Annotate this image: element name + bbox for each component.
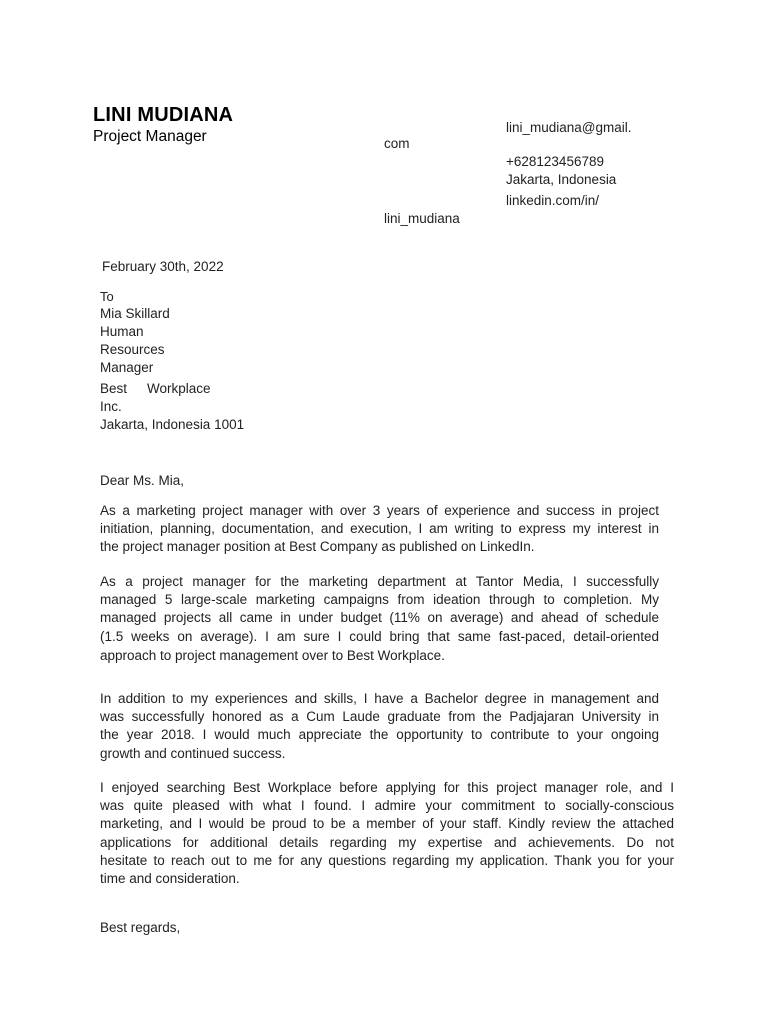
paragraph-line: (1.5 weeks on average). I am sure I could bring that same fast-paced, detail-oriented xyxy=(100,628,659,644)
recipient-company-line-2: Inc. xyxy=(100,399,122,414)
body-paragraph-2 xyxy=(100,573,659,665)
body-paragraph-4 xyxy=(100,779,674,888)
salutation: Dear Ms. Mia, xyxy=(100,473,185,488)
linkedin-line-1: linkedin.com/in/ xyxy=(506,193,600,208)
paragraph-line: was quite pleased with what I found. I admire your commitment to socially-conscious xyxy=(100,798,674,814)
paragraph-line: managed projects all came in under budget (11% on average) and ahead of schedule xyxy=(100,610,659,626)
paragraph-line: As a marketing project manager with over 3 years of experience and success in project xyxy=(100,503,659,518)
recipient-company-word-1: Best xyxy=(100,381,128,396)
paragraph-line: In addition to my experiences and skills, I have a Bachelor degree in management and xyxy=(100,691,659,706)
paragraph-line: I enjoyed searching Best Workplace before applying for this project manager role, and I xyxy=(100,780,674,795)
email-line-1: lini_mudiana@gmail. xyxy=(506,120,632,135)
body-paragraph-1 xyxy=(100,502,659,557)
paragraph-line: was successfully honored as a Cum Laude graduate from the Padjajaran University in xyxy=(100,709,659,725)
paragraph-line: applications for additional details regarding my expertise and achievements. Do not xyxy=(100,834,674,850)
applicant-title: Project Manager xyxy=(93,128,207,145)
paragraph-line: As a project manager for the marketing department at Tantor Media, I successfully xyxy=(100,574,659,589)
recipient-position-line-2: Resources xyxy=(100,342,165,357)
linkedin-line-2: lini_mudiana xyxy=(384,211,460,226)
applicant-location: Jakarta, Indonesia xyxy=(506,172,617,187)
recipient-company-word-2: Workplace xyxy=(147,381,211,396)
paragraph-line: time and consideration. xyxy=(100,871,240,887)
body-paragraph-3 xyxy=(100,690,659,763)
paragraph-line: initiation, planning, documentation, and execution, I am writing to express my interest in xyxy=(100,521,659,537)
paragraph-line: approach to project management over to Best Workplace. xyxy=(100,647,445,663)
email-line-2: com xyxy=(384,136,410,151)
recipient-name: Mia Skillard xyxy=(100,306,170,321)
paragraph-line: growth and continued success. xyxy=(100,745,286,761)
paragraph-line: marketing, and I would be proud to be a member of your staff. Kindly review the attached xyxy=(100,816,674,832)
paragraph-line: the year 2018. I would much appreciate the opportunity to contribute to your ongoing xyxy=(100,727,659,743)
phone-number: +628123456789 xyxy=(506,154,604,169)
paragraph-line: managed 5 large-scale marketing campaigns from ideation through to completion. My xyxy=(100,592,659,608)
letter-date: February 30th, 2022 xyxy=(102,259,224,274)
applicant-name: LINI MUDIANA xyxy=(93,104,234,126)
paragraph-line: hesitate to reach out to me for any questions regarding my application. Thank you for your xyxy=(100,852,674,868)
recipient-position-line-3: Manager xyxy=(100,360,154,375)
recipient-to-label: To xyxy=(100,289,114,304)
paragraph-line: the project manager position at Best Company as published on LinkedIn. xyxy=(100,539,535,555)
closing: Best regards, xyxy=(100,920,181,935)
recipient-position-line-1: Human xyxy=(100,324,144,339)
recipient-address: Jakarta, Indonesia 1001 xyxy=(100,417,245,432)
